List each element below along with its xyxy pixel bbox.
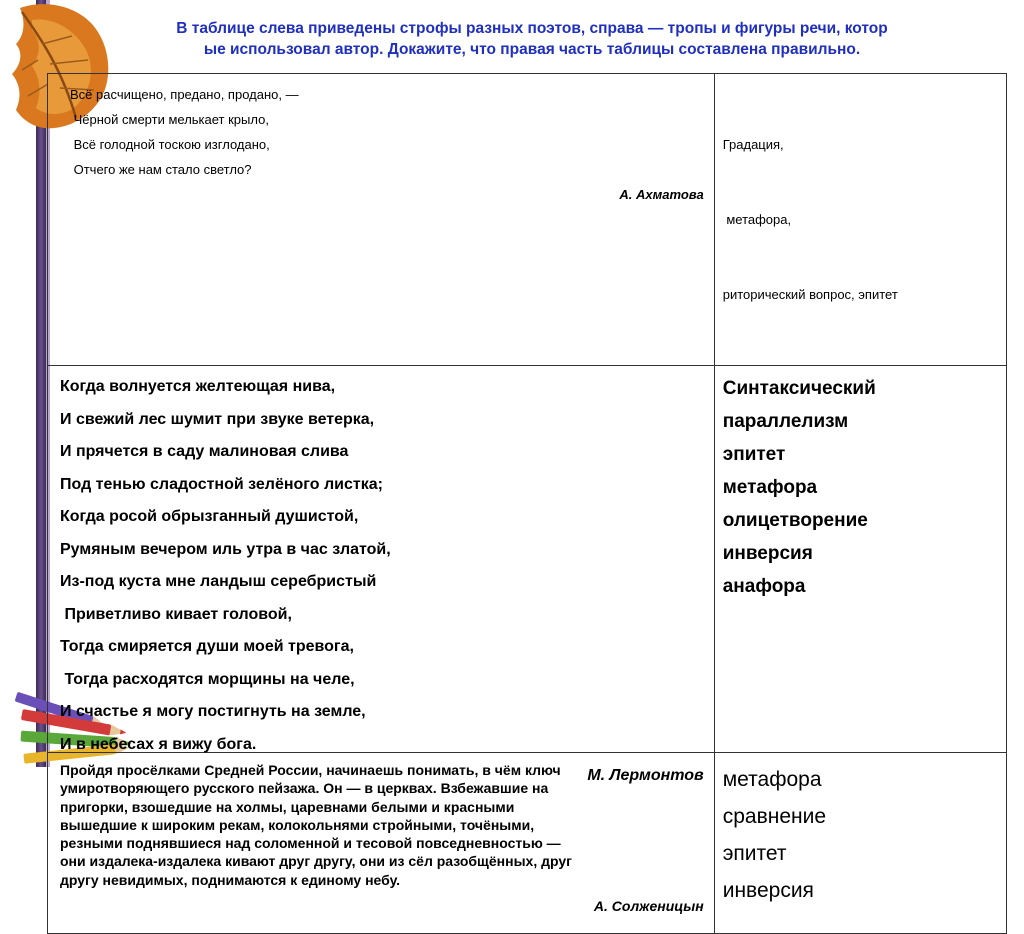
trope-item: Синтаксический (722, 378, 876, 399)
trope-item: метафора (722, 768, 822, 791)
table-row-solzhenitsyn (48, 753, 1007, 934)
poem-line: И счастье я могу постигнуть на земле, (60, 703, 366, 720)
task-heading-line-1: В таблице слева приведены строфы разных поэтов, справа — тропы и фигуры речи, котор (176, 20, 888, 37)
poem-line: И свежий лес шумит при звуке ветерка, (60, 410, 375, 428)
poem-line: Румяным вечером иль утра в час златой, (60, 540, 391, 558)
poem-line: Тогда расходятся морщины на челе, (60, 670, 355, 688)
poem-line: Всё голодной тоскою изглодано, (70, 137, 270, 152)
poem-line: Всё расчищено, предано, продано, — (70, 87, 299, 102)
trope-item: эпитет (722, 444, 786, 465)
poem-line: Из-под куста мне ландыш серебристый (60, 573, 377, 590)
trope-item: Градация, (722, 137, 784, 152)
trope-item: инверсия (722, 879, 814, 902)
trope-item: олицетворение (722, 510, 868, 531)
poem-line: Чёрной смерти мелькает крыло, (70, 112, 269, 127)
trope-item: риторический вопрос, эпитет (722, 287, 898, 302)
table-row-akhmatova (48, 74, 1007, 366)
prose-line: умиротворяющего русского пейзажа. Он — в церквах. Взбежавшие на (60, 780, 549, 797)
tropes-cell (714, 753, 1006, 934)
task-heading-line-2: ые использовал автор. Докажите, что правая часть таблицы составлена правильно. (203, 41, 861, 58)
prose-line: Пройдя просёлками Средней России, начинаешь понимать, в чём ключ (60, 762, 561, 778)
trope-item: метафора, (722, 212, 792, 227)
poem-line: Когда росой обрызганный душистой, (60, 508, 359, 525)
trope-item: инверсия (722, 543, 813, 564)
poem-line: Приветливо кивает головой, (60, 605, 292, 623)
prose-line: они издалека-издалека кивают друг другу, они из сёл разобщённых, друг (60, 853, 572, 870)
prose-line: другу невидимых, поднимаются к единому небу. (60, 871, 401, 888)
trope-item: параллелизм (722, 411, 849, 432)
stanza-cell (48, 74, 715, 366)
prose-line: вышедшие к широким рекам, колокольнями стройными, точёными, (60, 816, 535, 833)
trope-item: метафора (722, 477, 818, 498)
trope-item: сравнение (722, 805, 827, 828)
tropes-cell (714, 74, 1006, 366)
author-name: А. Ахматова (619, 187, 704, 202)
author-name: А. Солженицын (593, 898, 704, 915)
poem-line: Тогда смиряется души моей тревога, (60, 638, 354, 655)
task-heading (62, 18, 1002, 60)
author-name: М. Лермонтов (587, 767, 704, 784)
trope-item: эпитет (722, 842, 787, 865)
tropes-cell (714, 366, 1006, 753)
poem-line: Отчего же нам стало светло? (70, 162, 252, 177)
comparison-table (47, 73, 1007, 934)
poem-line: Под тенью сладостной зелёного листка; (60, 475, 383, 493)
poem-line: Когда волнуется желтеющая нива, (60, 378, 336, 395)
prose-line: резными поднявшиеся над соломенной и тесовой повседневностью — (60, 835, 561, 852)
poem-line: И в небесах я вижу бога. (60, 735, 257, 753)
table-row-lermontov (48, 366, 1007, 753)
prose-line: пригорки, взошедшие на холмы, царевнами белыми и красными (60, 798, 515, 815)
poem-line: И прячется в саду малиновая слива (60, 443, 349, 460)
trope-item: анафора (722, 576, 806, 597)
